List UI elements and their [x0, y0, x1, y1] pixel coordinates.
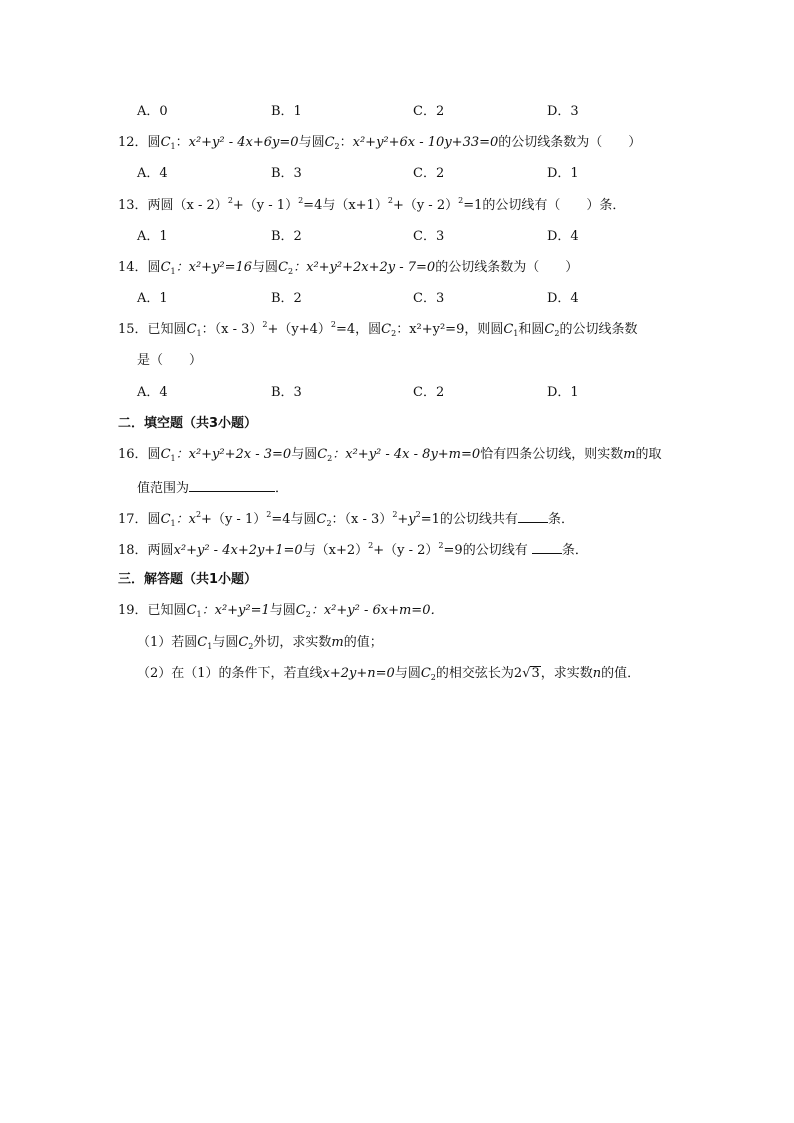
- q17-eq2-c: =1: [420, 512, 440, 527]
- q13-options: [137, 228, 737, 246]
- q12-eq1: x²+y² - 4x+6y=0: [188, 135, 299, 150]
- q18-eq2-b: +（y - 2）: [373, 543, 439, 558]
- q13-option-d: D．4: [547, 229, 579, 244]
- q17-c1: C: [160, 512, 171, 527]
- question-19: [118, 602, 443, 620]
- q19-text: 已知圆: [147, 603, 187, 618]
- q17-exp-1: 2: [195, 510, 202, 519]
- q15-eq2: ：x²+y²=9，则圆: [396, 322, 504, 337]
- q16-c2: C: [317, 447, 328, 462]
- q17-exp-3: 2: [392, 510, 398, 519]
- q19-p2-e: 的值．: [601, 666, 641, 681]
- q16-answer-blank[interactable]: [189, 478, 275, 492]
- q19-p1-c: 外切，求实数: [253, 635, 332, 650]
- q12-option-d: D．1: [547, 166, 579, 181]
- q14-c2-sub: 2: [288, 267, 294, 276]
- q19-p2-a: （2）在（1）的条件下，若直线: [137, 666, 323, 681]
- q16-c1-sub: 1: [170, 454, 176, 463]
- q17-exp-2: 2: [266, 510, 272, 519]
- q19-join: 与圆: [269, 603, 296, 618]
- q19-p2-coef: 2: [513, 666, 523, 681]
- q19-eq2: ：x²+y² - 6x+m=0．: [310, 603, 444, 618]
- q14-text: 圆: [147, 260, 161, 275]
- q19-c2-sub: 2: [305, 610, 311, 619]
- q14-eq2: ：x²+y²+2x+2y - 7=0: [293, 260, 436, 275]
- q19-number: 19．: [118, 603, 148, 618]
- q17-end: 条．: [547, 512, 574, 527]
- q19-p1-c2-sub: 2: [248, 642, 254, 651]
- q12-eq2: x²+y²+6x - 10y+33=0: [352, 135, 499, 150]
- q18-exp-1: 2: [368, 541, 374, 550]
- q19-c1-sub: 1: [196, 610, 202, 619]
- q12-options: [137, 165, 737, 183]
- q17-c2: C: [316, 512, 327, 527]
- q15-option-a: A．4: [137, 385, 168, 400]
- q15-options: [137, 384, 737, 402]
- question-18: [118, 540, 588, 560]
- q16-var-m: m: [623, 447, 636, 462]
- q17-eq1-a: ：x: [175, 512, 196, 527]
- q13-option-c: C．3: [413, 229, 445, 244]
- question-13: [118, 197, 625, 215]
- section-heading-fill-in: 二．填空题（共3小题）: [118, 416, 258, 431]
- q13-number: 13．: [118, 198, 148, 213]
- q15-c2-again-sub: 2: [554, 329, 560, 338]
- q19-p1-var: m: [331, 635, 344, 650]
- q14-option-d: D．4: [547, 291, 579, 306]
- q13-part-b: +（y - 1）: [232, 198, 299, 213]
- q18-join: 与（x+2）: [302, 543, 369, 558]
- q18-exp-2: 2: [438, 541, 444, 550]
- q19-part-2: [137, 665, 640, 683]
- q13-exp-1: 2: [227, 196, 233, 205]
- q15-option-b: B．3: [271, 385, 302, 400]
- q13-option-a: A．1: [137, 229, 168, 244]
- q18-end: 条．: [561, 543, 588, 558]
- sqrt-icon: √: [522, 666, 531, 681]
- q14-number: 14．: [118, 260, 148, 275]
- q15-option-c: C．2: [413, 385, 445, 400]
- question-12: 12．圆$C_1$：x²+y² - 4x+6y=0与圆$C_2$：x²+y²+6x - 10y+33=0的公切线条数为（ ）: [118, 135, 642, 151]
- q14-c2: C: [278, 260, 289, 275]
- q15-line-2: 是（ ）: [137, 353, 203, 368]
- q19-p2-b: 与圆: [394, 666, 421, 681]
- q19-p1-d: 的值；: [343, 635, 383, 650]
- q15-exp-2: 2: [330, 320, 336, 329]
- q18-number: 18．: [118, 543, 148, 558]
- q14-tail: 的公切线条数为（ ）: [435, 260, 579, 275]
- q16-end: ．: [275, 481, 289, 496]
- q14-join: 与圆: [252, 260, 279, 275]
- q17-c1-sub: 1: [170, 519, 176, 528]
- q17-eq1-c: =4: [271, 512, 291, 527]
- q17-text: 圆: [147, 512, 161, 527]
- q12-number: 12．: [118, 135, 148, 150]
- q14-options: [137, 290, 737, 308]
- q17-eq1-b: +（y - 1）: [201, 512, 267, 527]
- q12-c2-sub: 2: [334, 142, 340, 151]
- q13-part-c: =4与（x+1）: [303, 198, 388, 213]
- q15-c2-sub: 2: [391, 329, 397, 338]
- q19-p2-d: ，求实数: [540, 666, 593, 681]
- q12-colon: ：: [175, 135, 189, 150]
- q16-tail: 恰有四条公切线，则实数: [480, 447, 624, 462]
- q14-option-c: C．3: [413, 291, 445, 306]
- q12-join: 与圆: [298, 135, 325, 150]
- q14-c1-sub: 1: [170, 267, 176, 276]
- q19-p2-c: 的相交弦长为: [435, 666, 514, 681]
- q15-c2: C: [381, 322, 392, 337]
- q19-p2-var: n: [592, 666, 602, 681]
- q18-eq2-c: =9: [443, 543, 463, 558]
- q17-answer-blank[interactable]: [518, 509, 548, 523]
- q17-join: 与圆: [290, 512, 317, 527]
- q13-part-a: 两圆（x - 2）: [147, 198, 228, 213]
- q12-c1-sub: 1: [170, 142, 176, 151]
- q18-tail: 的公切线有: [462, 543, 528, 558]
- q15-c1-again-sub: 1: [513, 329, 519, 338]
- q12-option-a: A．4: [137, 166, 168, 181]
- q15-tail: 的公切线条数: [559, 322, 638, 337]
- q16-eq2: ：x²+y² - 4x - 8y+m=0: [332, 447, 481, 462]
- q11-option-b: B．1: [271, 104, 302, 119]
- q16-c2-sub: 2: [327, 454, 333, 463]
- q11-option-c: C．2: [413, 104, 445, 119]
- q14-option-a: A．1: [137, 291, 168, 306]
- q19-c2: C: [295, 603, 306, 618]
- q13-exp-4: 2: [458, 196, 464, 205]
- q15-c1-again: C: [503, 322, 514, 337]
- q19-eq1: ：x²+y²=1: [201, 603, 270, 618]
- q15-number: 15．: [118, 322, 148, 337]
- q15-text: 已知圆: [147, 322, 187, 337]
- q12-tail: 的公切线条数为（ ）: [498, 135, 642, 150]
- q14-c1: C: [160, 260, 171, 275]
- q19-p1-c2: C: [238, 635, 249, 650]
- q16-tail2: 的取: [635, 447, 662, 462]
- q12-option-b: B．3: [271, 166, 302, 181]
- q12-text: 圆: [147, 135, 161, 150]
- q19-p1-c1: C: [197, 635, 208, 650]
- q14-option-b: B．2: [271, 291, 302, 306]
- q13-exp-2: 2: [298, 196, 304, 205]
- q13-part-d: +（y - 2）: [392, 198, 459, 213]
- q16-join: 与圆: [291, 447, 318, 462]
- q16-c1: C: [160, 447, 171, 462]
- q13-exp-3: 2: [387, 196, 393, 205]
- question-17: [118, 509, 574, 529]
- q11-option-d: D．3: [547, 104, 579, 119]
- q15-eq1-c: =4，圆: [335, 322, 382, 337]
- q12-option-c: C．2: [413, 166, 445, 181]
- q19-p1-c1-sub: 1: [207, 642, 213, 651]
- q11-options: [137, 103, 737, 121]
- question-16: [118, 446, 662, 464]
- q14-eq1: ：x²+y²=16: [175, 260, 253, 275]
- q17-tail: 的公切线共有: [439, 512, 518, 527]
- q16-number: 16．: [118, 447, 148, 462]
- question-15: [118, 321, 637, 339]
- q18-eq1: x²+y² - 4x+2y+1=0: [173, 543, 303, 558]
- q12-c2: C: [324, 135, 335, 150]
- q19-p1-a: （1）若圆: [137, 635, 198, 650]
- q19-p2-root: 3: [531, 666, 540, 681]
- q17-eq2-b: +y: [397, 512, 416, 527]
- q19-part-1: [137, 634, 383, 652]
- q15-eq1-b: +（y+4）: [267, 322, 331, 337]
- q15-c1-sub: 1: [196, 329, 202, 338]
- q17-eq2-a: ：（x - 3）: [331, 512, 393, 527]
- section-heading-answer: 三．解答题（共1小题）: [118, 572, 258, 587]
- q15-c2-again: C: [544, 322, 555, 337]
- q18-answer-blank[interactable]: [532, 540, 562, 554]
- q19-p2-c2-sub: 2: [430, 673, 436, 682]
- q13-option-b: B．2: [271, 229, 302, 244]
- q16-line2-text: 值范围为: [137, 481, 190, 496]
- q11-option-a: A．0: [137, 104, 168, 119]
- q19-p1-b: 与圆: [212, 635, 239, 650]
- q17-exp-4: 2: [415, 510, 421, 519]
- q19-p2-line-eq: x+2y+n=0: [322, 666, 395, 681]
- q17-number: 17．: [118, 512, 148, 527]
- q16-text: 圆: [147, 447, 161, 462]
- q15-eq1-a: ：（x - 3）: [201, 322, 263, 337]
- q18-text: 两圆: [147, 543, 174, 558]
- q19-p2-c2: C: [420, 666, 431, 681]
- question-14: [118, 259, 578, 277]
- q15-exp-1: 2: [262, 320, 268, 329]
- q13-part-e: =1的公切线有（ ）条．: [463, 198, 626, 213]
- q16-line-2: [137, 478, 288, 498]
- q15-and: 和圆: [518, 322, 545, 337]
- q15-option-d: D．1: [547, 385, 579, 400]
- q17-c2-sub: 2: [326, 519, 332, 528]
- q12-c1: C: [160, 135, 171, 150]
- q16-eq1: ：x²+y²+2x - 3=0: [175, 447, 292, 462]
- q15-c1: C: [186, 322, 197, 337]
- q19-c1: C: [186, 603, 197, 618]
